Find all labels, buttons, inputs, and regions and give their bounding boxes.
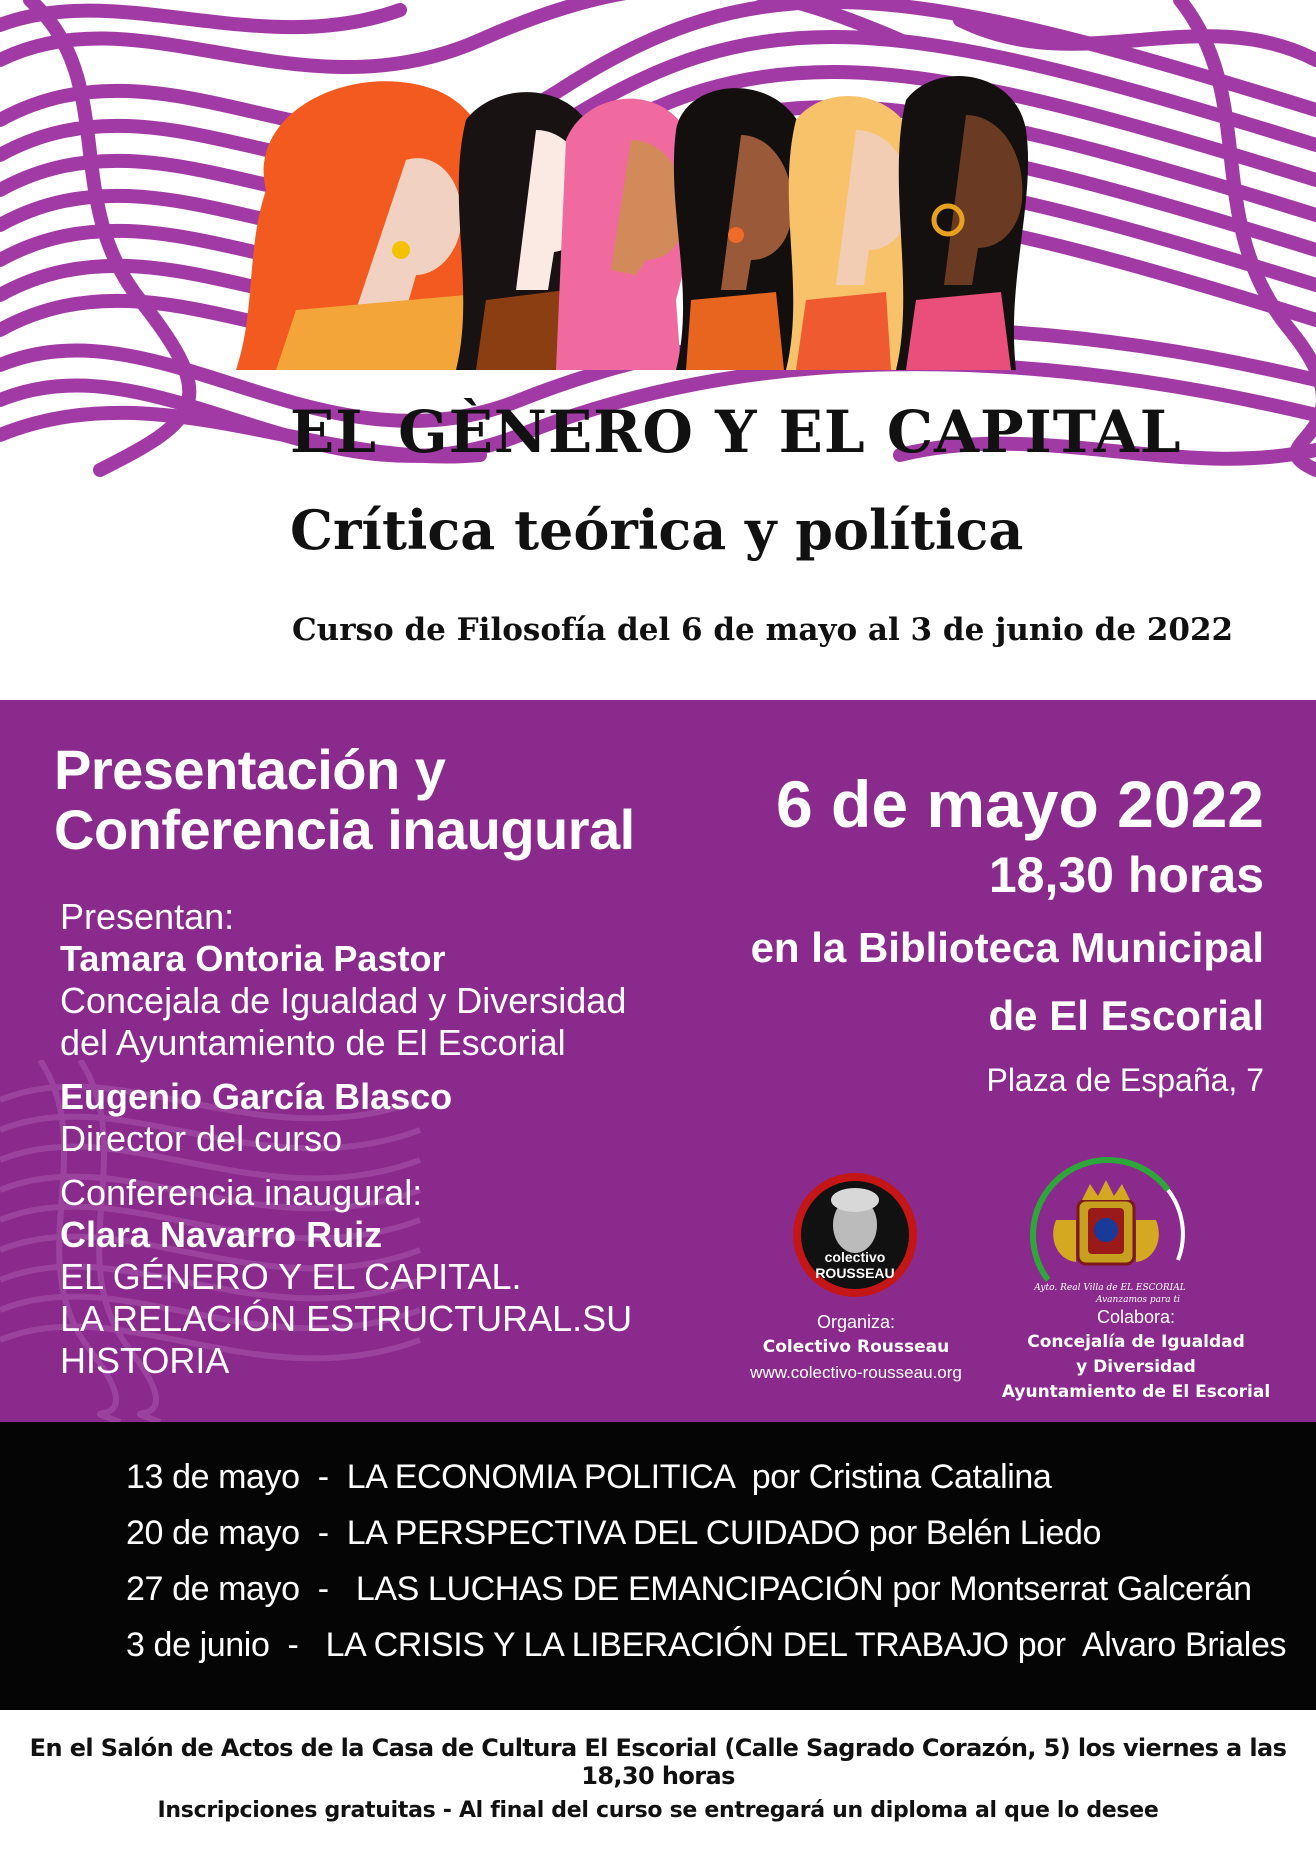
collaborator-line2: y Diversidad: [1076, 1357, 1196, 1377]
organizer-name: Colectivo Rousseau: [762, 1337, 950, 1357]
footer-location: En el Salón de Actos de la Casa de Cultura El Escorial (Calle Sagrado Corazón, 5) los viernes a las 18,30 horas: [29, 1734, 1287, 1790]
organizer-block: [726, 1310, 986, 1385]
presenter-1-role-2: del Ayuntamiento de El Escorial: [60, 1022, 566, 1063]
talk-title-line2: LA RELACIÓN ESTRUCTURAL.SU HISTORIA: [60, 1298, 633, 1381]
poster-header: [0, 0, 1316, 700]
course-schedule: [0, 1422, 1316, 1710]
collaborator-label: Colabora:: [1096, 1307, 1176, 1327]
presenter-1-role: Concejala de Igualdad y Diversidad: [60, 980, 627, 1021]
schedule-row: 27 de mayo - LAS LUCHAS DE EMANCIPACIÓN por Montserrat Galcerán: [126, 1570, 1252, 1608]
inaugural-heading-line1: Presentación y: [54, 738, 446, 801]
poster-footer: [0, 1710, 1316, 1861]
presentan-label: Presentan:: [60, 896, 235, 937]
conference-label: Conferencia inaugural:: [60, 1172, 423, 1213]
event-date: 6 de mayo 2022: [776, 767, 1264, 841]
talk-title-line1: EL GÉNERO Y EL CAPITAL.: [60, 1256, 522, 1297]
schedule-row: 13 de mayo - LA ECONOMIA POLITICA por Cristina Catalina: [126, 1458, 1052, 1496]
colectivo-rousseau-logo: [790, 1170, 920, 1300]
event-details: [624, 764, 1264, 1100]
poster-subtitle: Crítica teórica y política: [290, 498, 1024, 562]
presenter-2-name: Eugenio García Blasco: [60, 1076, 453, 1117]
women-profiles-illustration: [236, 60, 1076, 370]
collaborator-line1: Concejalía de Igualdad: [1027, 1332, 1245, 1352]
presenters-block: [60, 896, 700, 1382]
venue-line1: en la Biblioteca Municipal: [750, 924, 1264, 971]
inaugural-section: [0, 700, 1316, 1422]
rousseau-logo-text-1: colectivo: [824, 1249, 886, 1265]
escorial-coat-of-arms-logo: [1018, 1150, 1194, 1326]
collaborator-block: [986, 1305, 1286, 1405]
schedule-row: 3 de junio - LA CRISIS Y LA LIBERACIÓN DEL TRABAJO por Alvaro Briales: [126, 1626, 1287, 1664]
speaker-name: Clara Navarro Ruiz: [60, 1214, 383, 1255]
escorial-slogan: Avanzamos para ti: [1095, 1295, 1181, 1305]
schedule-row: 20 de mayo - LA PERSPECTIVA DEL CUIDADO por Belén Liedo: [126, 1514, 1101, 1552]
rousseau-logo-text-2: ROUSSEAU: [815, 1265, 895, 1281]
organizer-url[interactable]: www.colectivo-rousseau.org: [750, 1363, 962, 1382]
course-dates: Curso de Filosofía del 6 de mayo al 3 de junio de 2022: [292, 612, 1234, 648]
footer-note: Inscripciones gratuitas - Al final del curso se entregará un diploma al que lo desee: [157, 1798, 1159, 1823]
venue-address: Plaza de España, 7: [986, 1062, 1264, 1098]
organizer-label: Organiza:: [816, 1312, 896, 1332]
inaugural-heading-line2: Conferencia inaugural: [54, 798, 635, 861]
venue-line2: de El Escorial: [988, 992, 1264, 1039]
presenter-2-role: Director del curso: [60, 1118, 343, 1159]
inaugural-heading: [54, 740, 635, 860]
presenter-1-name: Tamara Ontoria Pastor: [60, 938, 446, 979]
escorial-arc-text: Ayto. Real Villa de EL ESCORIAL: [1034, 1283, 1186, 1293]
poster-title: EL GÈNERO Y EL CAPITAL: [290, 398, 1182, 466]
event-time: 18,30 horas: [988, 847, 1264, 903]
collaborator-line3: Ayuntamiento de El Escorial: [1001, 1382, 1271, 1402]
